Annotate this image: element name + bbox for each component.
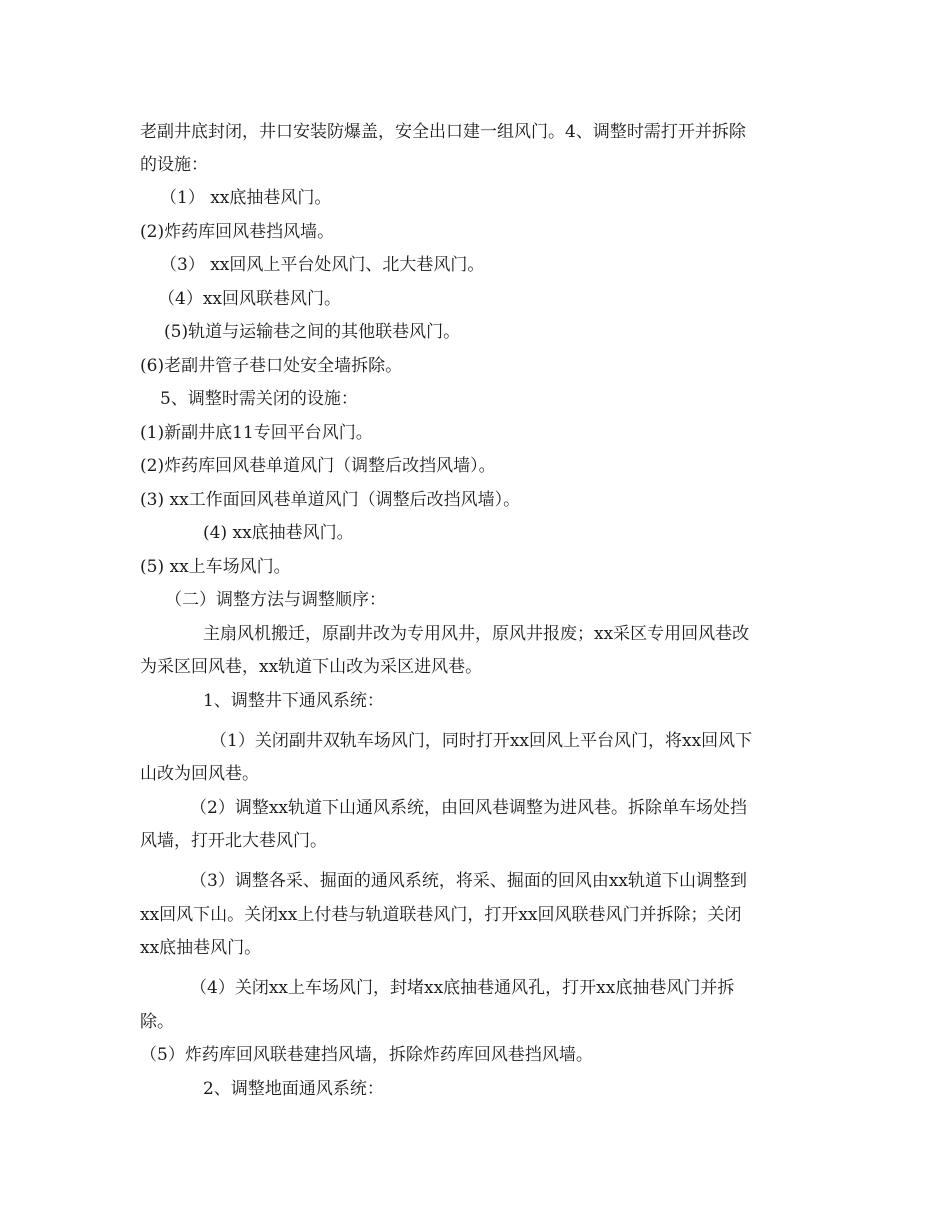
paragraph-line: 风墙，打开北大巷风门。 bbox=[140, 831, 327, 851]
paragraph-line: 除。 bbox=[140, 1012, 174, 1032]
paragraph-line: 山改为回风巷。 bbox=[140, 764, 259, 784]
paragraph-line: （5）炸药库回风联巷建挡风墙，拆除炸药库回风巷挡风墙。 bbox=[140, 1045, 593, 1065]
text-line: 的设施： bbox=[140, 155, 208, 175]
list-item: （4）xx回风联巷风门。 bbox=[158, 289, 341, 309]
list-item: (1)新副井底11专回平台风门。 bbox=[140, 423, 373, 443]
list-item: (2)炸药库回风巷挡风墙。 bbox=[140, 222, 335, 242]
list-item: (4) xx底抽巷风门。 bbox=[203, 523, 354, 543]
section-heading: 5、调整时需关闭的设施： bbox=[160, 389, 358, 409]
text-line: 老副井底封闭，井口安装防爆盖，安全出口建一组风门。4、调整时需打开并拆除 bbox=[140, 122, 746, 142]
list-item: (6)老副井管子巷口处安全墙拆除。 bbox=[140, 356, 403, 376]
paragraph-line: 主扇风机搬迁，原副井改为专用风井，原风井报废；xx采区专用回风巷改 bbox=[203, 624, 750, 644]
list-item: (5)轨道与运输巷之间的其他联巷风门。 bbox=[164, 322, 461, 342]
paragraph-line: xx底抽巷风门。 bbox=[140, 938, 262, 958]
paragraph-line: （4）关闭xx上车场风门，封堵xx底抽巷通风孔，打开xx底抽巷风门并拆 bbox=[190, 978, 735, 998]
list-item: (2)炸药库回风巷单道风门（调整后改挡风墙）。 bbox=[140, 456, 496, 476]
list-item: （1） xx底抽巷风门。 bbox=[160, 188, 332, 208]
paragraph-line: 为采区回风巷，xx轨道下山改为采区进风巷。 bbox=[140, 657, 483, 677]
list-item: (5) xx上车场风门。 bbox=[140, 557, 291, 577]
list-item: (3) xx工作面回风巷单道风门（调整后改挡风墙）。 bbox=[140, 490, 521, 510]
list-item: （3） xx回风上平台处风门、北大巷风门。 bbox=[160, 255, 485, 275]
section-heading: 1、调整井下通风系统： bbox=[203, 691, 384, 711]
paragraph-line: （2）调整xx轨道下山通风系统，由回风巷调整为进风巷。拆除单车场处挡 bbox=[190, 798, 747, 818]
section-heading: 2、调整地面通风系统： bbox=[203, 1079, 384, 1099]
paragraph-line: （3）调整各采、掘面的通风系统，将采、掘面的回风由xx轨道下山调整到 bbox=[190, 871, 747, 891]
paragraph-line: （1）关闭副井双轨车场风门，同时打开xx回风上平台风门，将xx回风下 bbox=[210, 731, 753, 751]
paragraph-line: xx回风下山。关闭xx上付巷与轨道联巷风门，打开xx回风联巷风门并拆除；关闭 bbox=[140, 905, 742, 925]
section-heading: （二）调整方法与调整顺序： bbox=[165, 590, 386, 610]
